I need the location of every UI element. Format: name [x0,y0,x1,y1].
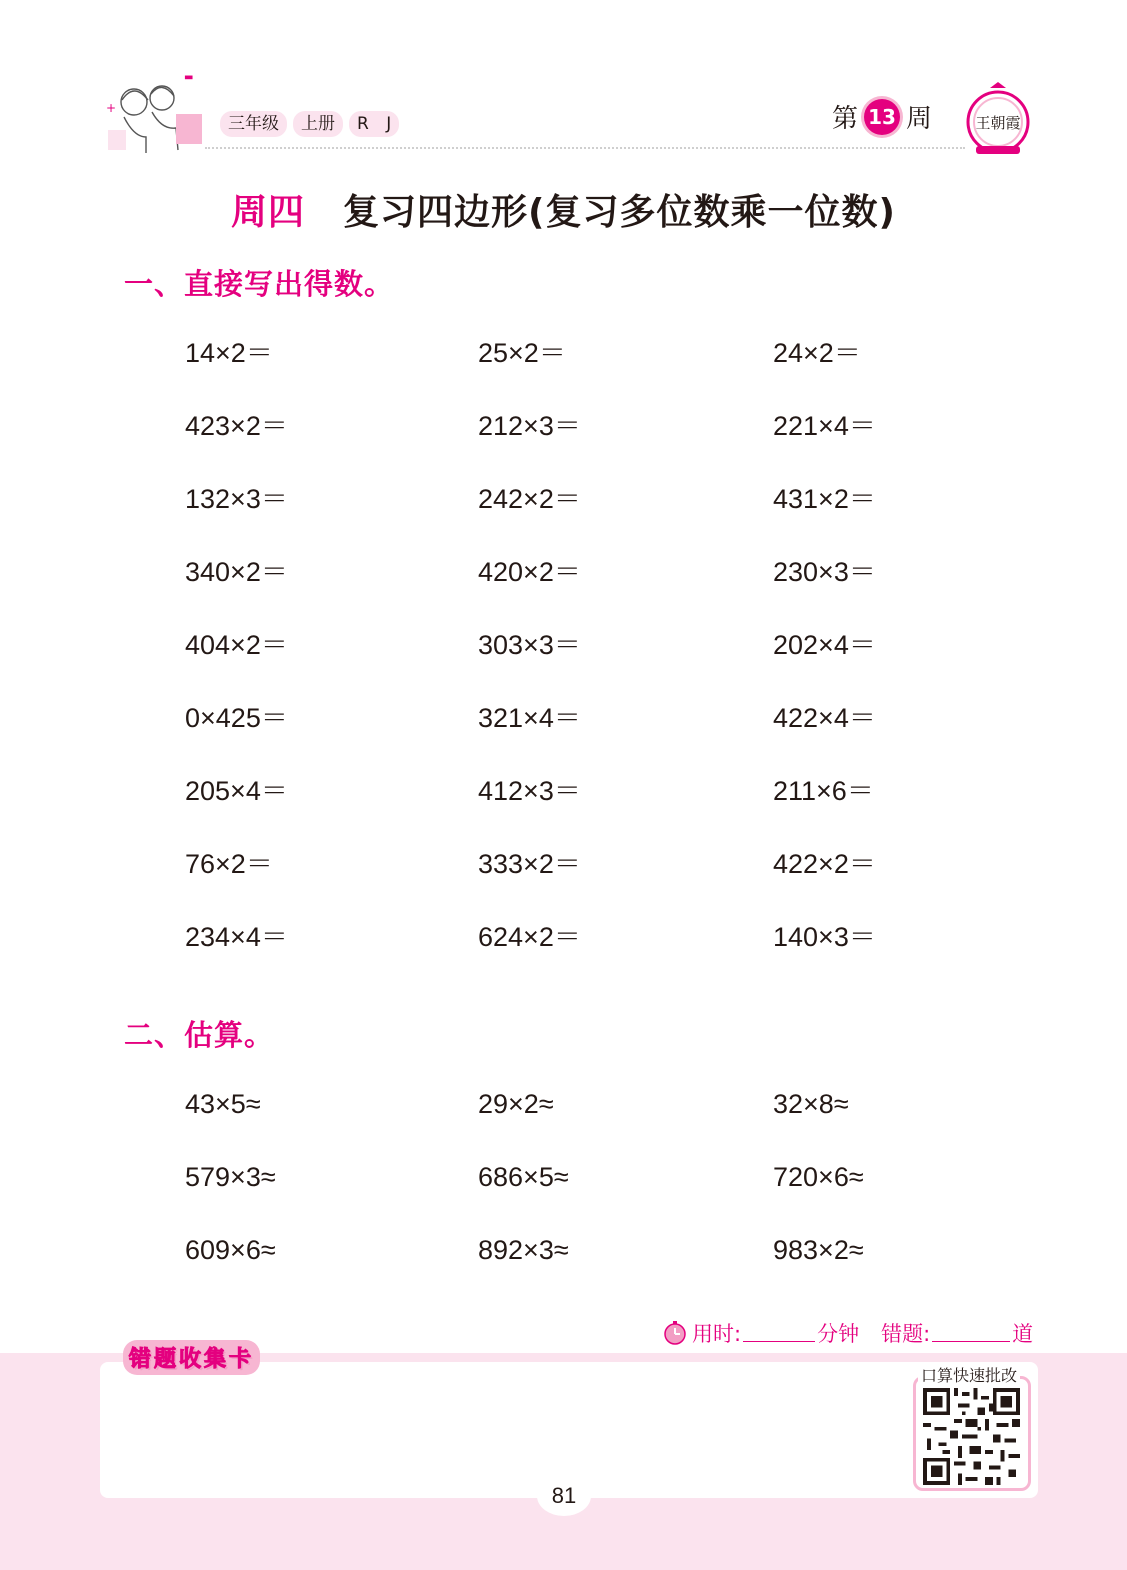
section-1-heading: 一、直接写出得数。 [124,267,395,301]
section-1-problems [185,338,1065,995]
errors-label: 错题: [881,1322,931,1346]
math-problem: 892×3≈ [478,1235,569,1265]
math-problem: 624×2＝ [478,922,581,952]
math-problem: 32×8≈ [773,1089,849,1119]
header-divider [205,147,965,149]
qr-label: 口算快速批改 [918,1363,1020,1386]
math-problem: 579×3≈ [185,1162,276,1192]
math-problem: 76×2＝ [185,849,273,879]
math-problem: 211×6＝ [773,776,874,806]
term-tag: 上册 [293,111,343,137]
svg-text:▬: ▬ [184,72,194,83]
math-problem: 321×4＝ [478,703,581,733]
errors-blank[interactable] [932,1324,1010,1342]
math-problem: 422×2＝ [773,849,876,879]
error-card-title: 错题收集卡 [123,1340,260,1375]
math-problem: 420×2＝ [478,557,581,587]
qr-code[interactable] [923,1388,1020,1485]
math-problem: 24×2＝ [773,338,861,368]
math-problem: 423×2＝ [185,411,288,441]
math-problem: 404×2＝ [185,630,288,660]
time-unit: 分钟 [817,1322,860,1346]
stopwatch-icon [662,1320,688,1346]
math-problem: 333×2＝ [478,849,581,879]
math-problem: 422×4＝ [773,703,876,733]
math-problem: 205×4＝ [185,776,288,806]
time-and-errors-record [662,1318,1033,1348]
math-problem: 14×2＝ [185,338,273,368]
math-problem: 412×3＝ [478,776,581,806]
math-problem: 686×5≈ [478,1162,569,1192]
math-problem: 25×2＝ [478,338,566,368]
time-label: 用时: [692,1322,742,1346]
section-2-heading: 二、估算。 [124,1018,275,1052]
brand-seal-logo [962,80,1034,158]
page-title [0,184,1127,235]
math-problem: 234×4＝ [185,922,288,952]
grade-tags [220,111,399,137]
math-problem: 720×6≈ [773,1162,864,1192]
edition-tag: R J [349,111,399,137]
math-problem: 212×3＝ [478,411,581,441]
week-suffix: 周 [906,104,933,134]
kids-illustration [104,72,206,156]
math-problem: 202×4＝ [773,630,876,660]
math-problem: 221×4＝ [773,411,876,441]
math-problem: 303×3＝ [478,630,581,660]
math-problem: 983×2≈ [773,1235,864,1265]
math-problem: 340×2＝ [185,557,288,587]
grade-tag: 三年级 [220,111,287,137]
title-day: 周四 [231,192,306,233]
section-2-problems [185,1089,1065,1308]
math-problem: 43×5≈ [185,1089,261,1119]
week-indicator [832,98,932,135]
page-number: 81 [537,1476,591,1516]
brand-seal-text: 王朝霞 [975,114,1021,132]
time-blank[interactable] [743,1324,815,1342]
math-problem: 29×2≈ [478,1089,554,1119]
math-problem: 230×3＝ [773,557,876,587]
math-problem: 140×3＝ [773,922,876,952]
svg-text:+: + [106,101,117,115]
errors-unit: 道 [1012,1322,1034,1346]
title-text: 复习四边形(复习多位数乘一位数) [343,192,896,233]
math-problem: 242×2＝ [478,484,581,514]
math-problem: 132×3＝ [185,484,288,514]
math-problem: 0×425＝ [185,703,288,733]
math-problem: 609×6≈ [185,1235,276,1265]
week-number: 13 [864,99,900,135]
week-prefix: 第 [832,104,859,134]
math-problem: 431×2＝ [773,484,876,514]
